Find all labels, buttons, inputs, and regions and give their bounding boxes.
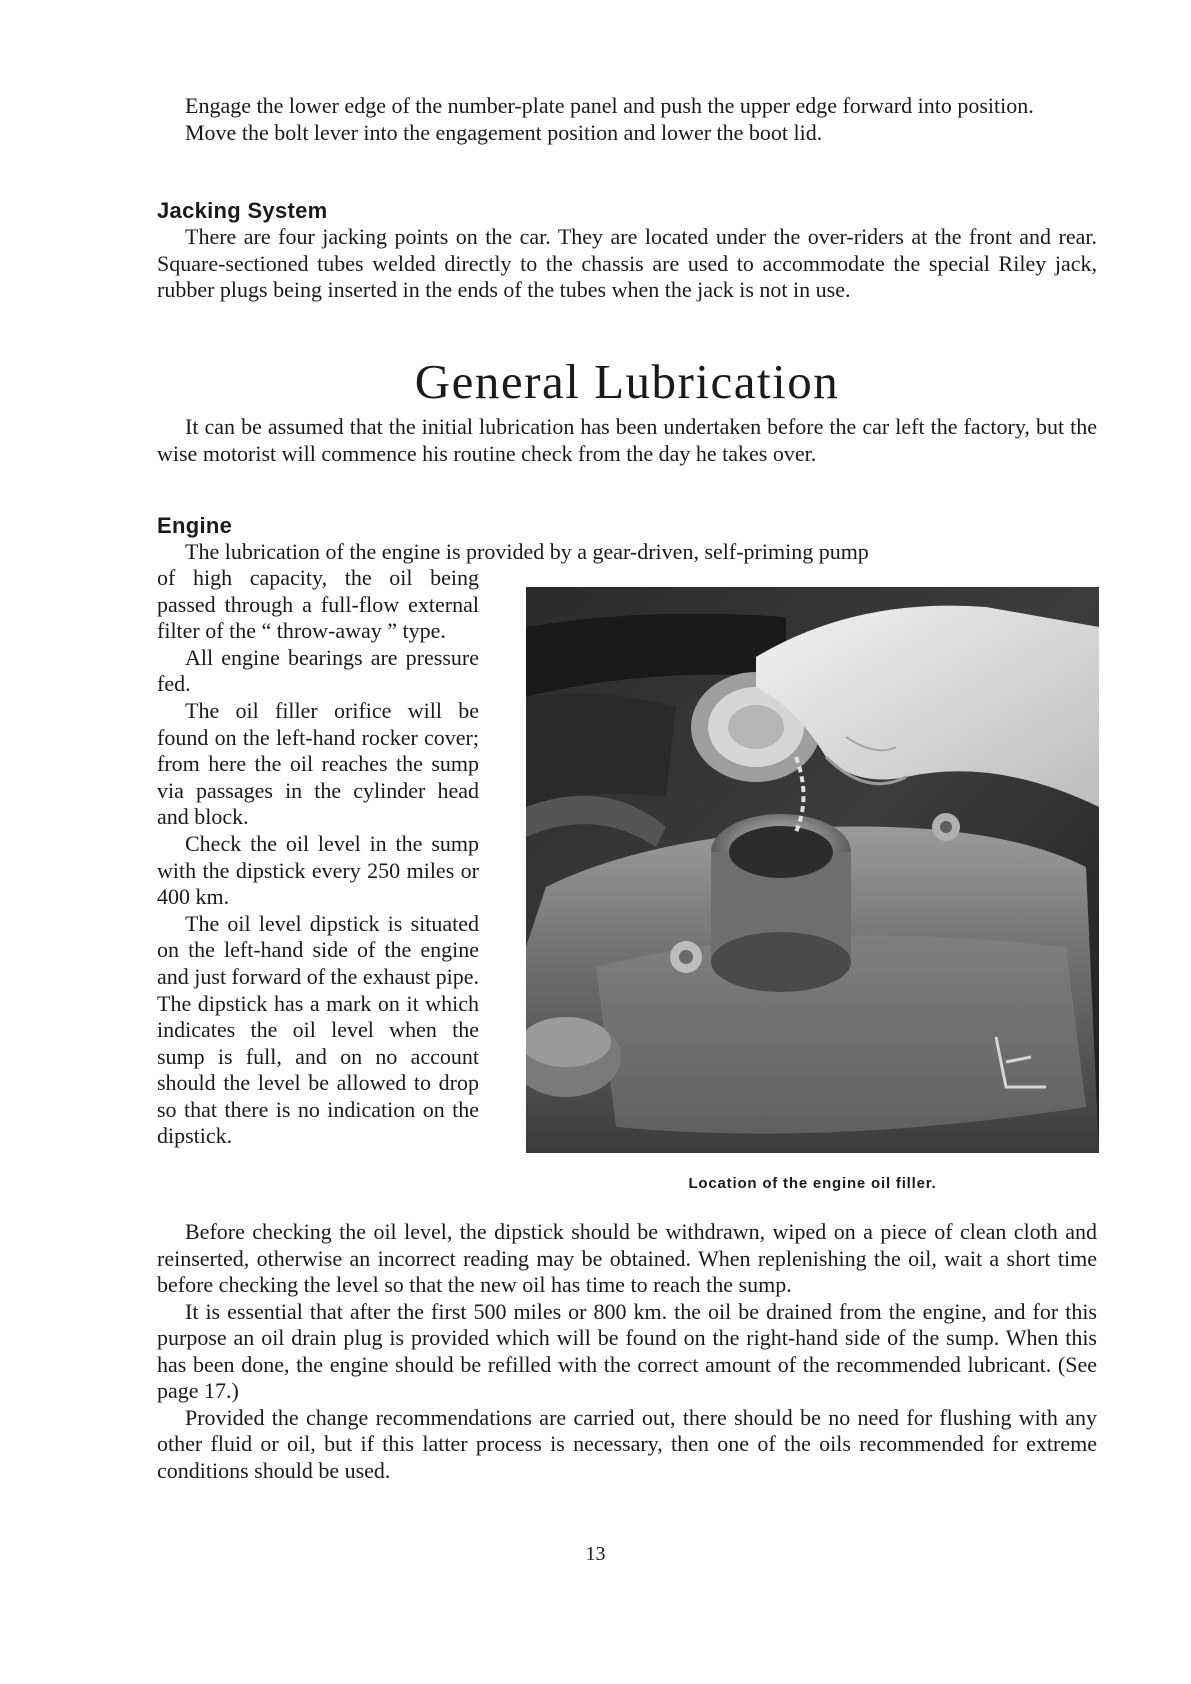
- engine-first-line: The lubrication of the engine is provided by a gear-driven, self-priming pump: [185, 539, 869, 564]
- intro-paragraph-2: Move the bolt lever into the engagement position and lower the boot lid.: [185, 119, 823, 145]
- engine-section-top: [157, 513, 1097, 566]
- jacking-section: [157, 198, 1097, 304]
- intro-paragraph-1: Engage the lower edge of the number-plate panel and push the upper edge forward into position.: [185, 93, 1034, 118]
- intro-section: [157, 93, 1097, 146]
- engine-oil-filler-photo: [526, 587, 1099, 1153]
- page-number: 13: [585, 1543, 606, 1565]
- jacking-heading: Jacking System: [157, 198, 328, 223]
- jacking-paragraph: There are four jacking points on the car. They are located under the over-riders at the front and rear. Square-sectioned tubes welded directly to the chassis are used to accommodate the special Riley jack, rubber plugs being inserted in the ends of the tubes when the jack is not in use.: [157, 224, 1097, 302]
- engine-column-paragraph-5: The oil level dipstick is situated on the left-hand side of the engine and just forward of the exhaust pipe. The dipstick has a mark on it which indicates the oil level when the sump is full, and on no account should the level be allowed to drop so that there is no indication on the dipstick.: [157, 910, 479, 1149]
- lubrication-intro-paragraph: It can be assumed that the initial lubrication has been undertaken before the car left the factory, but the wise motorist will commence his routine check from the day he takes over.: [157, 414, 1097, 466]
- engine-paragraph-draining: It is essential that after the first 500 miles or 800 km. the oil be drained from the engine, and for this purpose an oil drain plug is provided which will be found on the right-hand side of the sump. When this has been done, the engine should be refilled with the correct amount of the recommended lubricant. (See page 17.): [157, 1298, 1097, 1403]
- lubrication-intro: [157, 414, 1097, 467]
- engine-paragraph-checking: Before checking the oil level, the dipstick should be withdrawn, wiped on a piece of clean cloth and reinserted, otherwise an incorrect reading may be obtained. When replenishing the oil, wait a short time before checking the level so that the new oil has time to reach the sump.: [157, 1219, 1097, 1297]
- engine-column-paragraph-2: All engine bearings are pressure fed.: [157, 644, 479, 697]
- figure-caption: Location of the engine oil filler.: [688, 1175, 937, 1192]
- engine-column-paragraph-1: of high capacity, the oil being passed through a full-flow external filter of the “ throw-away ” type.: [157, 565, 479, 644]
- engine-column-paragraph-4: Check the oil level in the sump with the dipstick every 250 miles or 400 km.: [157, 830, 479, 910]
- engine-paragraph-flushing: Provided the change recommendations are carried out, there should be no need for flushing with any other fluid or oil, but if this latter process is necessary, then one of the oils recommended for extreme conditions should be used.: [157, 1404, 1097, 1483]
- engine-heading: Engine: [157, 513, 233, 538]
- engine-column-paragraph-3: The oil filler orifice will be found on the left-hand rocker cover; from here the oil reaches the sump via passages in the cylinder head and block.: [157, 697, 479, 830]
- engine-column-text: [157, 565, 479, 1150]
- page-title: General Lubrication: [414, 354, 840, 409]
- engine-section-continued: [157, 1219, 1097, 1484]
